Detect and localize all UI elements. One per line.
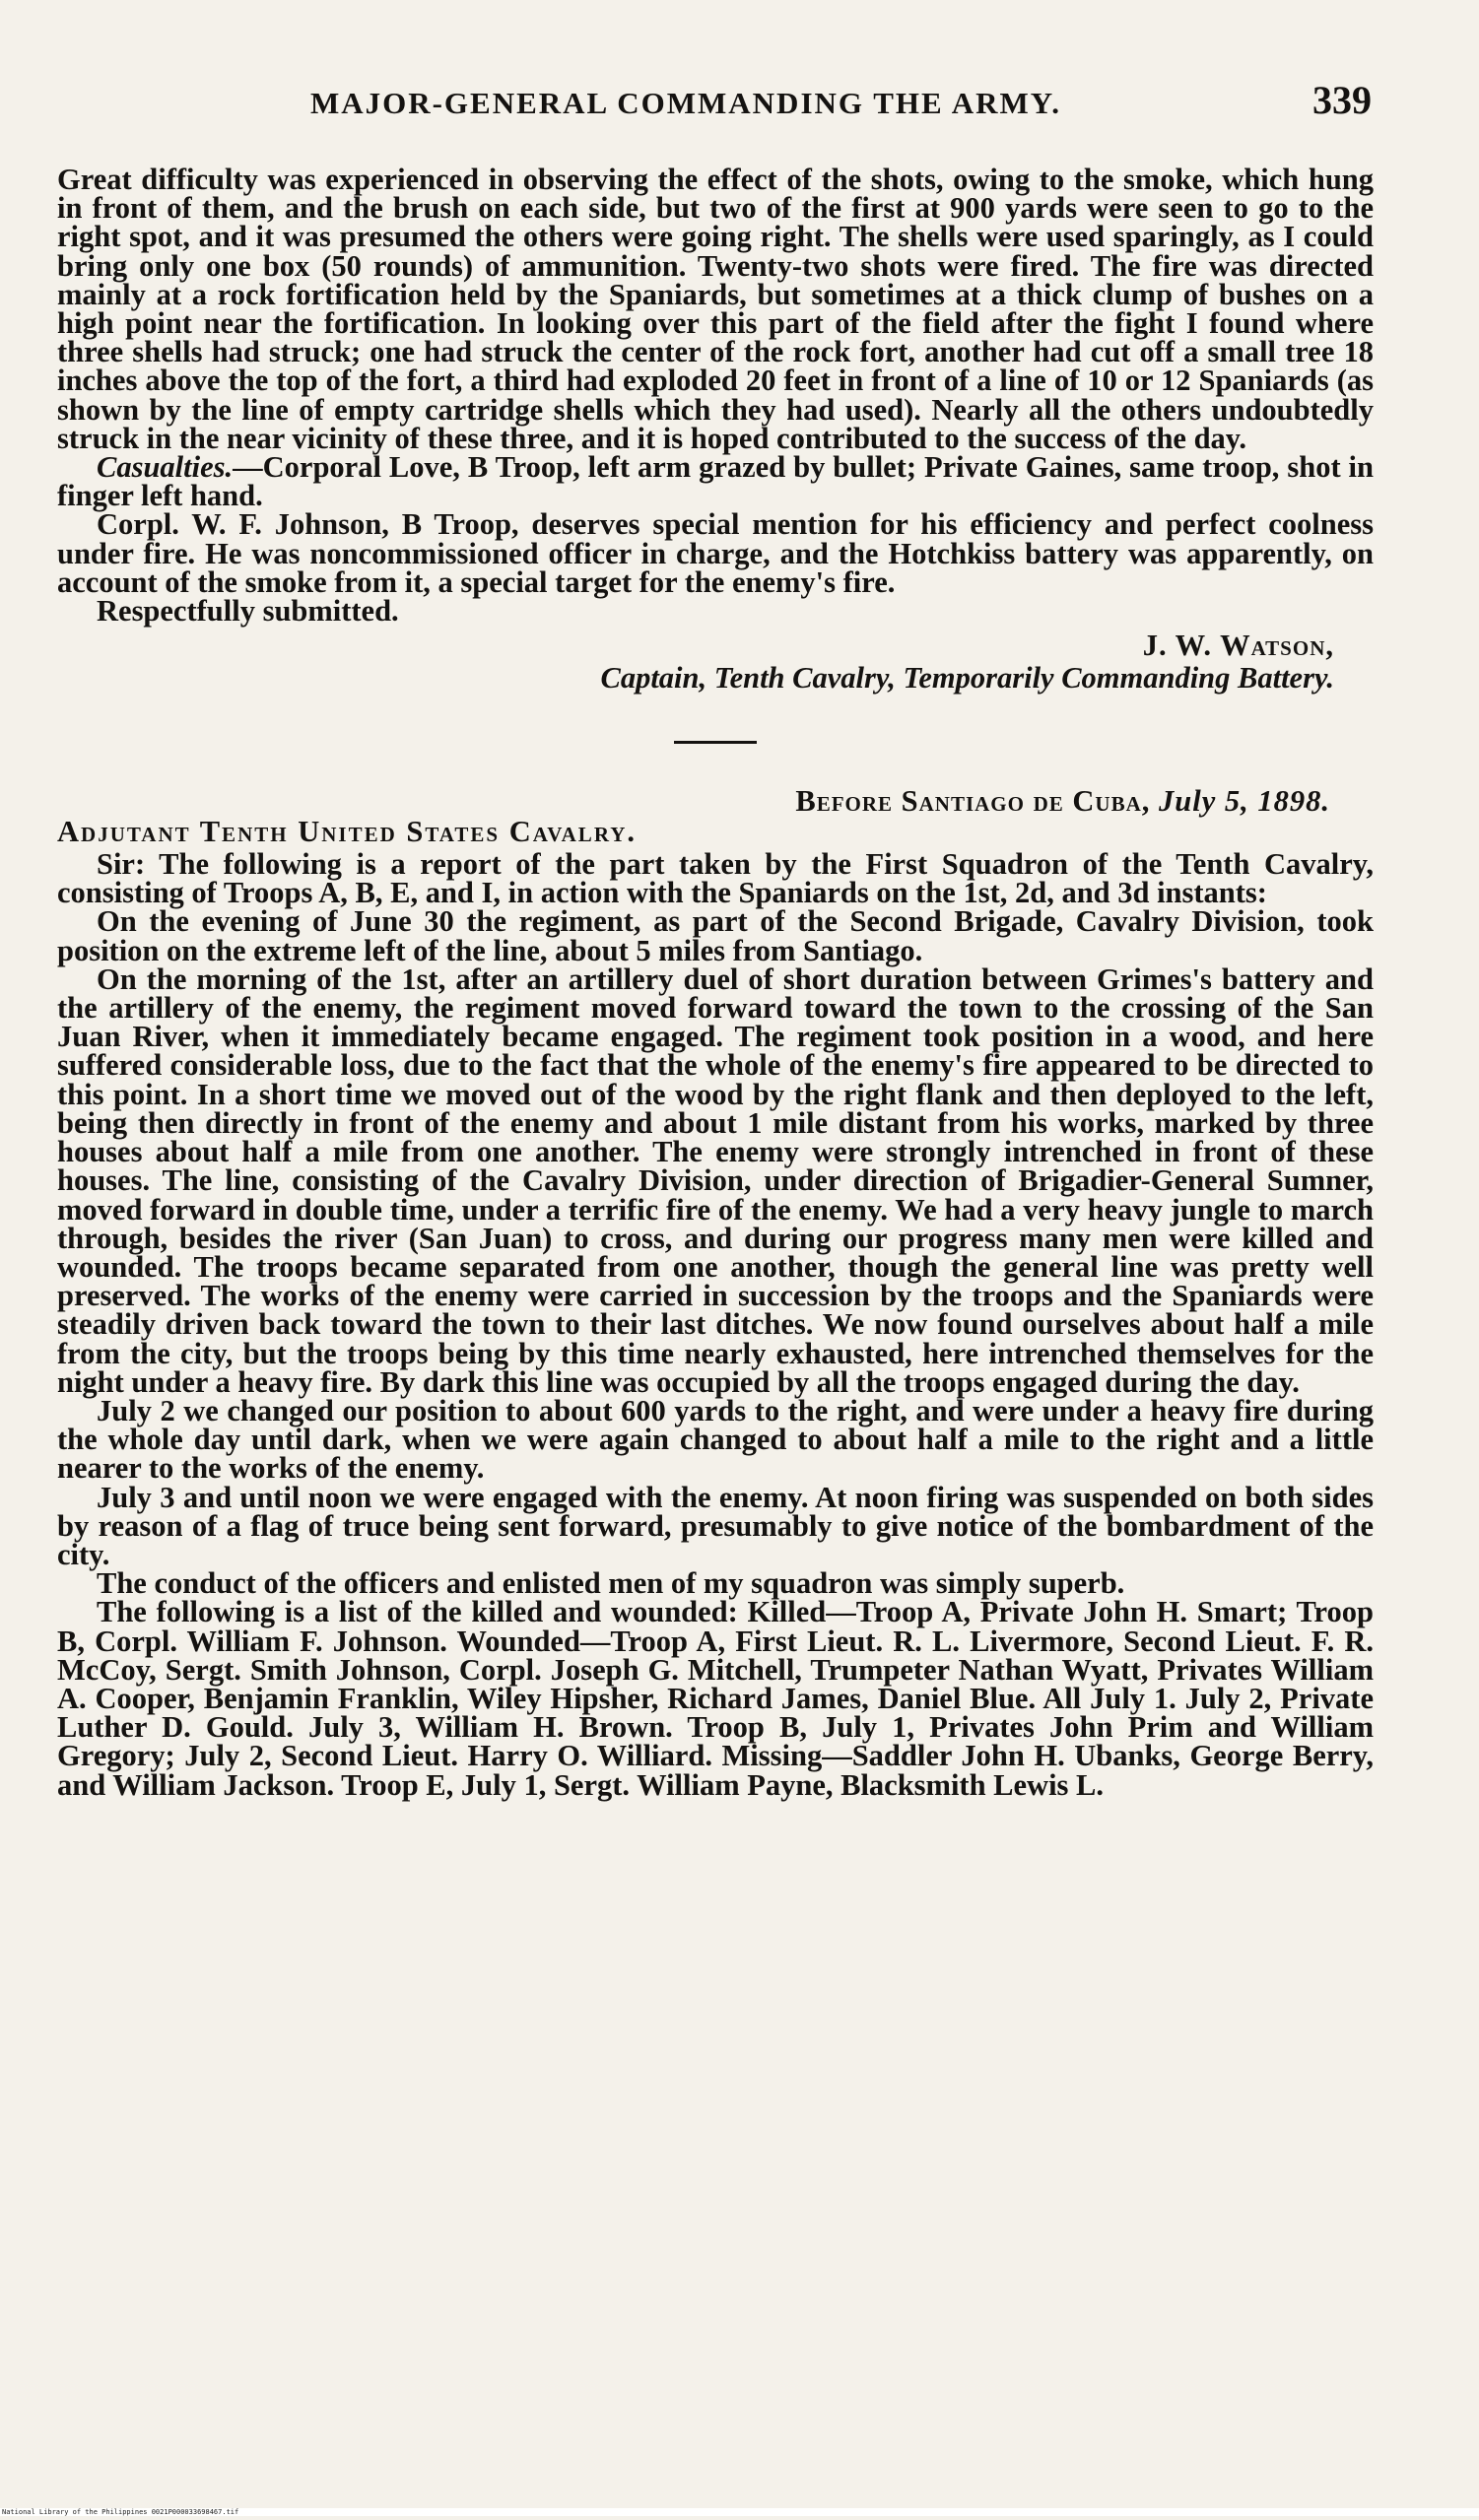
report2-paragraph-4: July 2 we changed our position to about 600 yards to the right, and were under a heavy fire during the whole day until dark, when we were again changed to about half a mile to the right and a little nearer to the works of the enemy.: [57, 1393, 1374, 1486]
page-number: 339: [1312, 78, 1372, 122]
dateline-place: Before Santiago de Cuba,: [795, 783, 1151, 818]
body-text: [57, 163, 1374, 1802]
report2-paragraph-3: On the morning of the 1st, after an artillery duel of short duration between Grimes's battery and the artillery of the enemy, the regiment moved forward toward the town to the crossing of the San Juan River, when it immediately became engaged. The regiment took position in a wood, and here suffered considerable loss, due to the fact that the whole of the enemy's fire appeared to be directed to this point. In a short time we moved out of the wood by the right flank and then deployed to the left, being then directly in front of the enemy and about 1 mile distant from his works, marked by three houses about half a mile from one another. The enemy were strongly intrenched in front of these houses. The line, consisting of the Cavalry Division, under direction of Brigadier-General Sumner, moved forward in double time, under a terrific fire of the enemy. We had a very heavy jungle to march through, besides the river (San Juan) to cross, and during our progress many men were killed and wounded. The troops became separated from one another, though the general line was pretty well preserved. The works of the enemy were carried in succession by the troops and the Spaniards were steadily driven back toward the town to their last ditches. We now found ourselves about half a mile from the city, but the troops being by this time nearly exhausted, here intrenched themselves for the night under a heavy fire. By dark this line was occupied by all the troops engaged during the day.: [57, 962, 1374, 1399]
report2-paragraph-6: The conduct of the officers and enlisted men of my squadron was simply superb.: [97, 1566, 1125, 1601]
section-divider: [674, 741, 757, 744]
signature-title: Captain, Tenth Cavalry, Temporarily Commanding Battery.: [600, 661, 1334, 696]
page-header: [59, 77, 1372, 123]
addressee: Adjutant Tenth United States Cavalry.: [57, 814, 638, 848]
report1-paragraph-3: Corpl. W. F. Johnson, B Troop, deserves special mention for his efficiency and perfect coolness under fire. He was noncommissioned officer in charge, and the Hotchkiss battery was apparently, on account of the smoke from it, a special target for the enemy's fire.: [57, 507, 1374, 599]
report2-paragraph-2: On the evening of June 30 the regiment, as part of the Second Brigade, Cavalry Division, took position on the extreme left of the line, about 5 miles from Santiago.: [57, 904, 1374, 967]
report1-closing: Respectfully submitted.: [97, 594, 399, 629]
report2-paragraph-1: Sir: The following is a report of the part taken by the First Squadron of the Tenth Cavalry, consisting of Troops A, B, E, and I, in action with the Spaniards on the 1st, 2d, and 3d instants:: [57, 847, 1374, 910]
running-head: MAJOR-GENERAL COMMANDING THE ARMY.: [309, 86, 1062, 120]
dateline: [57, 783, 1330, 818]
scan-footer: National Library of the Philippines 0021P000033698467.tif: [0, 2508, 1479, 2516]
report2-paragraph-5: July 3 and until noon we were engaged with the enemy. At noon firing was suspended on both sides by reason of a flag of truce being sent forward, presumably to give notice of the bombardment of the city.: [57, 1480, 1374, 1571]
signature-name: J. W. Watson,: [1142, 629, 1334, 663]
casualties-label: Casualties.: [97, 450, 234, 485]
casualties-text: —Corporal Love, B Troop, left arm grazed by bullet; Private Gaines, same troop, shot in finger left hand.: [57, 450, 1374, 513]
report1-paragraph-1: Great difficulty was experienced in observing the effect of the shots, owing to the smoke, which hung in front of them, and the brush on each side, but two of the first at 900 yards were seen to go to the right spot, and it was presumed the others were going right. The shells were used sparingly, as I could bring only one box (50 rounds) of ammunition. Twenty-two shots were fired. The fire was directed mainly at a rock fortification held by the Spaniards, but sometimes at a thick clump of bushes on a high point near the fortification. In looking over this part of the field after the fight I found where three shells had struck; one had struck the center of the rock fort, another had cut off a small tree 18 inches above the top of the fort, a third had exploded 20 feet in front of a line of 10 or 12 Spaniards (as shown by the line of empty cartridge shells which they had used). Nearly all the others undoubtedly struck in the near vicinity of these three, and it is hoped contributed to the success of the day.: [57, 163, 1374, 455]
report2-paragraph-7: The following is a list of the killed and wounded: Killed—Troop A, Private John H. Smart; Troop B, Corpl. William F. Johnson. Wounded—Troop A, First Lieut. R. L. Livermore, Second Lieut. F. R. McCoy, Sergt. Smith Johnson, Corpl. Joseph G. Mitchell, Trumpeter Nathan Wyatt, Privates William A. Cooper, Benjamin Franklin, Wiley Hipsher, Richard James, Daniel Blue. All July 1. July 2, Private Luther D. Gould. July 3, William H. Brown. Troop B, July 1, Privates John Prim and William Gregory; July 2, Second Lieut. Harry O. Williard. Missing—Saddler John H. Ubanks, George Berry, and William Jackson. Troop E, July 1, Sergt. William Payne, Blacksmith Lewis L.: [57, 1595, 1374, 1802]
report1-casualties: [57, 450, 1374, 513]
dateline-date: July 5, 1898.: [1159, 783, 1330, 818]
